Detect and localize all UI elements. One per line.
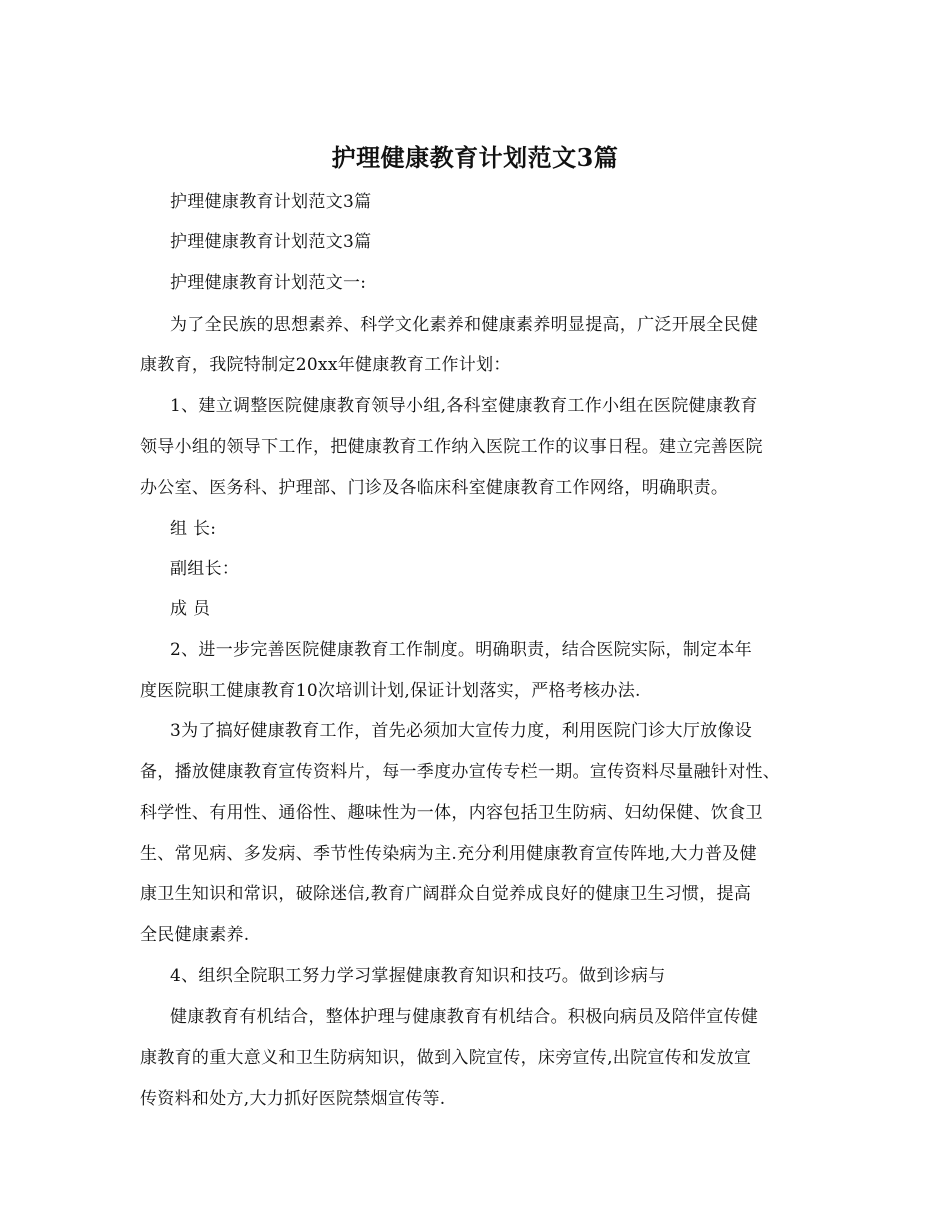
body-line: 度医院职工健康教育10次培训计划,保证计划落实，严格考核办法. <box>140 681 641 701</box>
body-line: 3为了搞好健康教育工作，首先必须加大宣传力度，利用医院门诊大厅放像设 <box>170 721 753 741</box>
body-line: 康教育，我院特制定20xx年健康教育工作计划： <box>140 355 511 375</box>
body-line: 康教育的重大意义和卫生防病知识，做到入院宣传，床旁宣传,出院宣传和发放宣 <box>140 1048 752 1068</box>
body-line: 1、建立调整医院健康教育领导小组,各科室健康教育工作小组在医院健康教育 <box>170 396 758 416</box>
body-line: 科学性、有用性、通俗性、趣味性为一体，内容包括卫生防病、妇幼保健、饮食卫 <box>140 803 763 823</box>
body-line: 生、常见病、多发病、季节性传染病为主.充分利用健康教育宣传阵地,大力普及健 <box>140 844 757 864</box>
role-label-deputy: 副组长： <box>170 559 240 579</box>
body-line: 领导小组的领导下工作，把健康教育工作纳入医院工作的议事日程。建立完善医院 <box>140 437 763 457</box>
body-line: 4、组织全院职工努力学习掌握健康教育知识和技巧。做到诊病与 <box>170 966 666 986</box>
document-title: 护理健康教育计划范文3篇 <box>331 143 619 172</box>
body-line: 为了全民族的思想素养、科学文化素养和健康素养明显提高，广泛开展全民健 <box>170 315 759 335</box>
body-line: 办公室、医务科、护理部、门诊及各临床科室健康教育工作网络，明确职责。 <box>140 478 729 498</box>
body-line: 全民健康素养. <box>140 925 250 945</box>
body-line: 备，播放健康教育宣传资料片，每一季度办宣传专栏一期。宣传资料尽量融针对性、 <box>140 762 781 782</box>
role-label-members: 成 员 <box>170 599 211 619</box>
role-label-leader: 组 长: <box>170 519 217 539</box>
body-line: 2、进一步完善医院健康教育工作制度。明确职责，结合医院实际，制定本年 <box>170 640 753 660</box>
body-line: 传资料和处方,大力抓好医院禁烟宣传等. <box>140 1089 446 1109</box>
section-heading: 护理健康教育计划范文一: <box>170 273 367 293</box>
body-line: 康卫生知识和常识，破除迷信,教育广阔群众自觉养成良好的健康卫生习惯，提高 <box>140 884 752 904</box>
body-line: 健康教育有机结合，整体护理与健康教育有机结合。积极向病员及陪伴宣传健 <box>170 1007 759 1027</box>
body-line: 护理健康教育计划范文3篇 <box>170 232 372 252</box>
body-line: 护理健康教育计划范文3篇 <box>170 192 372 212</box>
